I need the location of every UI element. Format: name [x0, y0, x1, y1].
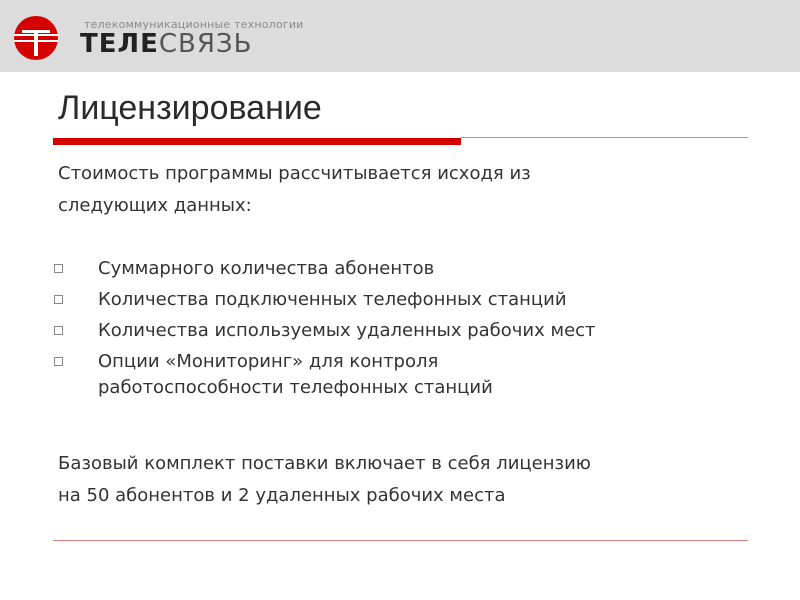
- square-bullet-icon: [54, 326, 63, 335]
- slide-title: Лицензирование: [58, 89, 322, 127]
- logo-wordmark: [80, 30, 252, 58]
- square-bullet-icon: [54, 295, 63, 304]
- list-item-text-continued: работоспособности телефонных станций: [98, 377, 493, 398]
- list-item: [52, 318, 752, 344]
- list-item-text: Количества используемых удаленных рабочих мест: [98, 320, 596, 341]
- title-underline-thin: [461, 137, 748, 138]
- list-item-text: Количества подключенных телефонных станций: [98, 289, 567, 310]
- list-item-text: Суммарного количества абонентов: [98, 258, 435, 279]
- square-bullet-icon: [54, 357, 63, 366]
- bottom-divider: [53, 540, 748, 541]
- list-item: [52, 256, 752, 282]
- square-bullet-icon: [54, 264, 63, 273]
- logo-wordmark-part1: ТЕЛЕ: [80, 29, 159, 59]
- logo-tagline: телекоммуникационные технологии: [84, 18, 304, 31]
- intro-text: [58, 158, 758, 222]
- telesvyaz-logo-icon: [12, 14, 60, 62]
- intro-line-2: следующих данных:: [58, 195, 252, 216]
- logo-wordmark-part2: СВЯЗЬ: [158, 29, 253, 59]
- list-item: [52, 349, 752, 401]
- intro-line-1: Стоимость программы рассчитывается исходя из: [58, 163, 531, 184]
- criteria-list: [52, 256, 752, 406]
- header-bar: [0, 0, 800, 72]
- list-item: [52, 287, 752, 313]
- footer-text: [58, 448, 778, 512]
- footer-line-1: Базовый комплект поставки включает в себя лицензию: [58, 453, 591, 474]
- title-underline-accent: [53, 138, 461, 145]
- footer-line-2: на 50 абонентов и 2 удаленных рабочих места: [58, 485, 506, 506]
- list-item-text: Опции «Мониторинг» для контроля: [98, 351, 439, 372]
